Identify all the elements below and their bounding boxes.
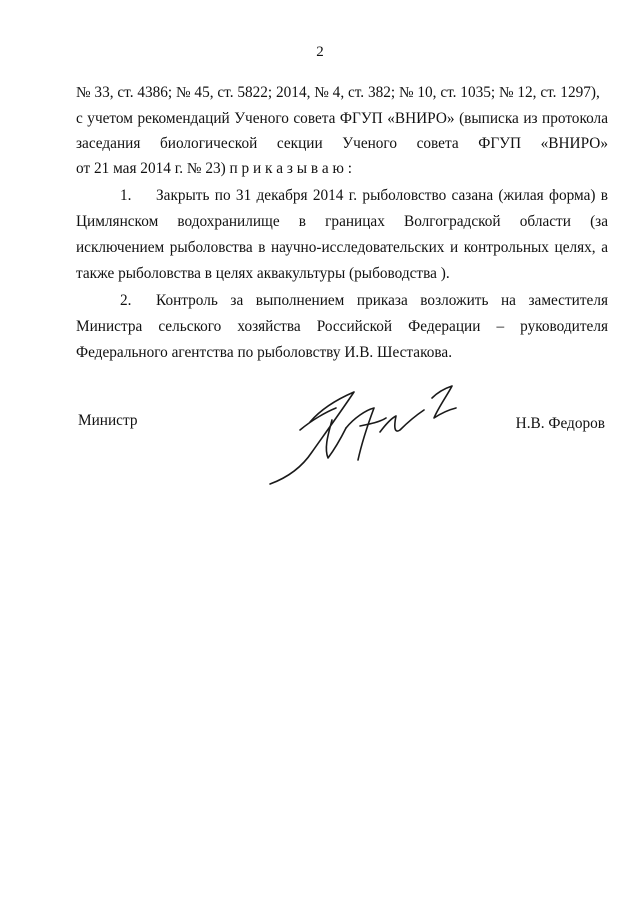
list-item-1 xyxy=(76,186,608,206)
body-line: с учетом рекомендаций Ученого совета ФГУП «ВНИРО» (выписка из протокола xyxy=(76,110,608,127)
body-line: № 33, ст. 4386; № 45, ст. 5822; 2014, № 4, ст. 382; № 10, ст. 1035; № 12, ст. 1297), xyxy=(76,84,600,101)
item-text: Контроль за выполнением приказа возложить на заместителя xyxy=(156,292,608,309)
handwritten-signature xyxy=(262,380,462,490)
signatory-name: Н.В. Федоров xyxy=(515,415,605,432)
page-number: 2 xyxy=(316,44,324,60)
body-line: Федерального агентства по рыболовству И.В. Шестакова. xyxy=(76,344,453,361)
body-line: исключением рыболовства в научно-исследовательских и контрольных целях, а xyxy=(76,239,608,256)
body-line: Цимлянском водохранилище в границах Волгоградской области (за xyxy=(76,213,608,230)
body-line: заседания биологической секции Ученого совета ФГУП «ВНИРО» xyxy=(76,135,608,152)
body-line: Министра сельского хозяйства Российской Федерации – руководителя xyxy=(76,318,608,335)
item-number: 2. xyxy=(120,292,132,309)
item-text: Закрыть по 31 декабря 2014 г. рыболовство сазана (жилая форма) в xyxy=(156,187,608,204)
body-line: от 21 мая 2014 г. № 23) п р и к а з ы в а ю : xyxy=(76,160,353,177)
item-number: 1. xyxy=(120,187,132,204)
position-title: Министр xyxy=(78,412,138,429)
body-line: также рыболовства в целях аквакультуры (рыбоводства ). xyxy=(76,265,450,282)
list-item-2 xyxy=(76,291,608,311)
